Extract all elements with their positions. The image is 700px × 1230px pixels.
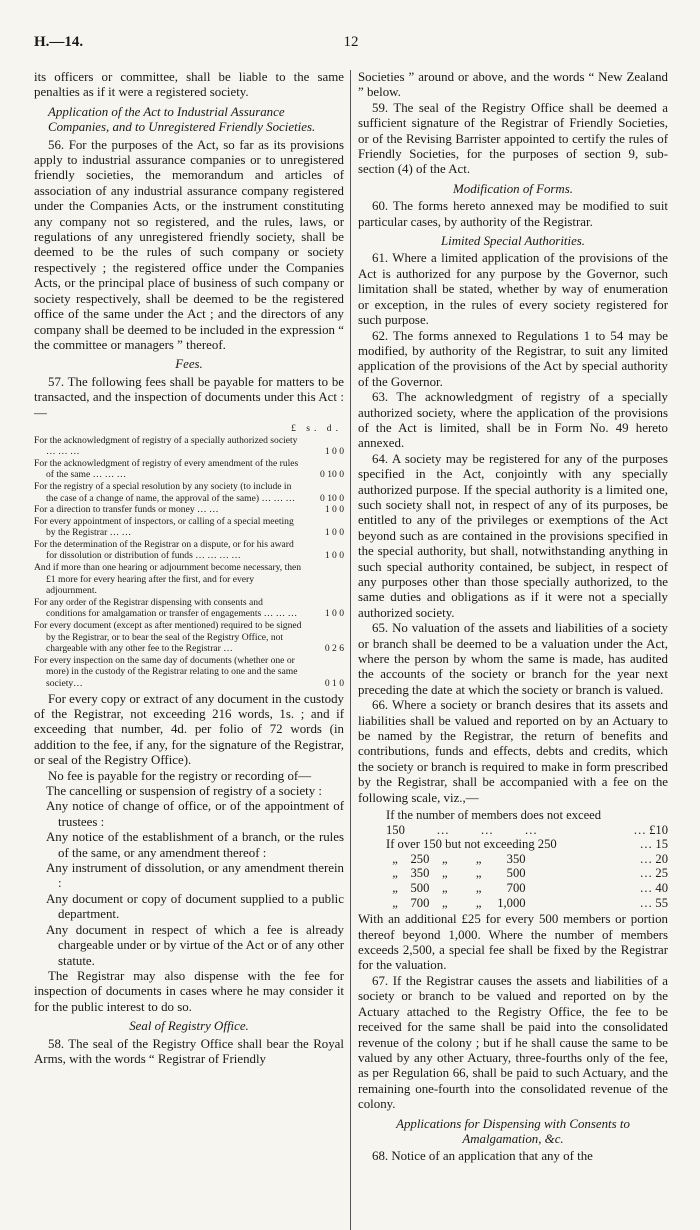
fee-row (34, 481, 344, 504)
fee-description: And if more than one hearing or adjournment become necessary, then £1 more for every hearing after the first, and for every adjournment. (34, 562, 302, 597)
fee-description: For the registry of a special resolution by any society (to include in the case of a change of name, the approval of the same) … … … (34, 480, 296, 504)
regulation-62: 62. The forms annexed to Regulations 1 to 54 may be modified, by authority of the Registrar, to suit any limited application of the provisions of the Act by special authority of the Governor. (358, 328, 668, 389)
fee-amount: 1 0 0 (324, 608, 344, 620)
fee-row (34, 539, 344, 562)
scale-row (386, 852, 668, 867)
paragraph-copy-fee: For every copy or extract of any document in the custody of the Registrar, not exceeding 216 words, 1s. ; and if exceeding that number, 4d. per folio of 72 words (in addition to the fee, if any, for the signature of the Registrar, or seal of the Registry Office). (34, 691, 344, 768)
document-reference: H.—14. (34, 34, 84, 50)
regulation-61: 61. Where a limited application of the provisions of the Act is authorized for any purpose by the Governor, such limitation shall be stated, whether by way of enumeration or exception, in the rules of every society registered for such purpose. (358, 251, 668, 328)
fee-row (34, 458, 344, 481)
regulation-66: 66. Where a society or branch desires that its assets and liabilities shall be valued and reported on by an Actuary to be named by the Registrar, the return of benefits and contributions, funds and effects, debts and credits, which the society or branch is required to make in form prescribed by the Registrar, shall be accompanied with a fee on the following scale, viz.,— (358, 698, 668, 805)
list-item: Any document or copy of document supplied to a public department. (46, 891, 344, 922)
scale-row (386, 881, 668, 896)
fee-description: For every appointment of inspectors, or calling of a special meeting by the Registrar … … (34, 515, 294, 539)
scale-range: If over 150 but not exceeding 250 (386, 837, 557, 852)
list-item: Any document in respect of which a fee is already chargeable under or by virtue of the Act or of any other statute. (46, 922, 344, 968)
section-heading: Application of the Act to Industrial Assurance Companies, and to Unregistered Friendly Societies. (48, 104, 316, 135)
fee-amount: 0 10 0 (320, 469, 344, 481)
fee-description: For the determination of the Registrar on a dispute, or for his award for dissolution or distribution of funds … … … … (34, 538, 294, 562)
regulation-58: 58. The seal of the Registry Office shall bear the Royal Arms, with the words “ Registrar of Friendly (34, 1036, 344, 1066)
regulation-63: 63. The acknowledgment of registry of a specially authorized society, where the application of the provisions of the Act is limited, shall be in Form No. 49 hereto annexed. (358, 390, 668, 451)
two-column-body (34, 70, 668, 1174)
paragraph-no-fee: No fee is payable for the registry or recording of— (48, 768, 312, 783)
fee-description: For the acknowledgment of registry of every amendment of the rules of the same … … … (34, 457, 299, 481)
fee-description: For the acknowledgment of registry of a specially authorized society … … … (34, 434, 298, 458)
fee-table-header: £ s. d. (291, 422, 342, 434)
scale-row (386, 837, 668, 852)
fee-description: For a direction to transfer funds or money … … (34, 504, 219, 516)
scale-range: 150 … … … (386, 822, 538, 837)
fee-row (34, 504, 344, 516)
fee-row (34, 562, 344, 597)
paragraph: its officers or committee, shall be liable to the same penalties as if it were a registered society. (34, 70, 344, 100)
paragraph: Societies ” around or above, and the words “ New Zealand ” below. (358, 70, 668, 100)
paragraph-additional-fee: With an additional £25 for every 500 members or portion thereof beyond 1,000. Where the number of members exceeds 2,500, a special fee shall be fixed by the Registrar for the valuation. (358, 912, 668, 973)
fee-amount: 1 0 0 (324, 504, 344, 516)
fee-amount: 0 1 0 (324, 678, 344, 689)
section-heading: Fees. (175, 357, 203, 372)
scale-row (386, 896, 668, 911)
document-page (34, 34, 668, 1174)
fee-row (34, 655, 344, 690)
fee-row (34, 620, 344, 655)
section-heading: Seal of Registry Office. (129, 1019, 249, 1034)
scale-range: „ 350 „ „ 500 (386, 866, 526, 881)
right-column (358, 70, 668, 1165)
fee-row (34, 597, 344, 620)
regulation-59: 59. The seal of the Registry Office shall be deemed a sufficient signature of the Registrar of Friendly Societies, or of the Revising Barrister appointed to certify the rules of Friendly Societies, for the purposes of section 9, sub-section (4) of the Act. (358, 100, 668, 177)
valuation-fee-scale (386, 808, 668, 910)
column-divider (350, 70, 351, 1230)
scale-fee: … £10 (633, 822, 668, 837)
regulation-68: 68. Notice of an application that any of the (372, 1149, 593, 1164)
scale-row (386, 823, 668, 838)
scale-fee: … 40 (639, 881, 668, 896)
section-heading: Limited Special Authorities. (440, 234, 586, 249)
scale-intro: If the number of members does not exceed (386, 808, 602, 823)
fee-amount: 1 0 0 (324, 446, 344, 458)
scale-range: „ 250 „ „ 350 (386, 851, 526, 866)
fee-description: For every inspection on the same day of documents (whether one or more) in the custody of the Registrar relating to one and the same society… (34, 654, 298, 689)
regulation-64: 64. A society may be registered for any of the purposes specified in the Act, conjointly with any specially authorized purpose. If the special authority is a limited one, such society shall not, in respect of any of its purposes, be entitled to any of the privileges or exemptions of the Act beyond such as are contained in the provisions specified in the special authority, but shall, notwithstanding anything in such special authority contained, be subject, in respect of any purposes other than those specially authorized, to the same duties and obligations as if it were not a specially authorized society. (358, 451, 668, 620)
list-item: Any instrument of dissolution, or any amendment therein : (46, 861, 344, 891)
section-heading: Modification of Forms. (453, 181, 573, 196)
scale-row (386, 866, 668, 881)
page-number: 12 (343, 34, 359, 50)
scale-fee: … 15 (639, 837, 668, 852)
fee-table (34, 423, 344, 690)
page-header (34, 34, 668, 60)
scale-fee: … 20 (639, 851, 668, 866)
fee-amount: 1 0 0 (324, 527, 344, 539)
fee-amount: 0 10 0 (320, 492, 344, 504)
list-item: Any notice of the establishment of a branch, or the rules of the same, or any amendment thereof : (46, 830, 344, 860)
scale-fee: … 55 (639, 895, 668, 910)
fee-description: For any order of the Registrar dispensing with consents and conditions for amalgamation or transfer of engagements … … … (34, 596, 298, 620)
fee-amount: 1 0 0 (324, 550, 344, 562)
fee-description: For every document (except as after mentioned) required to be signed by the Registrar, or to bear the seal of the Registry Office, not chargeable with any other fee to the Registrar … (34, 620, 302, 655)
list-item: Any notice of change of office, or of the appointment of trustees : (46, 799, 344, 829)
regulation-56: 56. For the purposes of the Act, so far as its provisions apply to industrial assurance companies or to unregistered friendly societies, the memorandum and articles of association of any industrial assurance company registered under the Companies Acts, or the instrument constituting any company not so registered, and the rules, laws, or regulations of any unregistered friendly society, shall be deemed to be the rules of such company or society respectively ; the registered office under the Companies Acts, or the principal place of business of such company or society respectively, shall be deemed to be the registered office of the same under the Act ; and the directors of any company shall be deemed to be included in the expression “ the committee or managers ” thereof. (34, 137, 344, 352)
section-heading: Applications for Dispensing with Consents to Amalgamation, &c. (396, 1116, 630, 1146)
regulation-65: 65. No valuation of the assets and liabilities of a society or branch shall be deemed to be a valuation under the Act, where the person by whom the same is made, has audited the accounts of the society or branch for the year next preceding the date at which the society or branch is valued. (358, 621, 668, 697)
scale-range: „ 700 „ „ 1,000 (386, 895, 526, 910)
list-item: The cancelling or suspension of registry of a society : (46, 784, 322, 799)
regulation-60: 60. The forms hereto annexed may be modified to suit particular cases, by authority of the Registrar. (358, 199, 668, 229)
fee-row (34, 516, 344, 539)
scale-range: „ 500 „ „ 700 (386, 881, 526, 896)
scale-fee: … 25 (639, 866, 668, 881)
fee-row (34, 435, 344, 458)
regulation-57: 57. The following fees shall be payable for matters to be transacted, and the inspection of documents under this Act :— (34, 374, 344, 420)
fee-amount: 0 2 6 (324, 643, 344, 655)
left-column (34, 70, 344, 1067)
paragraph-dispense: The Registrar may also dispense with the fee for inspection of documents in cases where he may consider it for the public interest to do so. (34, 968, 344, 1014)
regulation-67: 67. If the Registrar causes the assets and liabilities of a society or branch to be valued and reported on by the Actuary attached to the Registry Office, the fee to be received for the same shall be paid into the consolidated revenue of the colony ; but if he shall cause the same to be valued by any other Actuary, three-fourths only of the fee, as per Regulation 66, shall be paid to such Actuary, and the remaining one-fourth into the consolidated revenue of the colony. (358, 973, 668, 1112)
